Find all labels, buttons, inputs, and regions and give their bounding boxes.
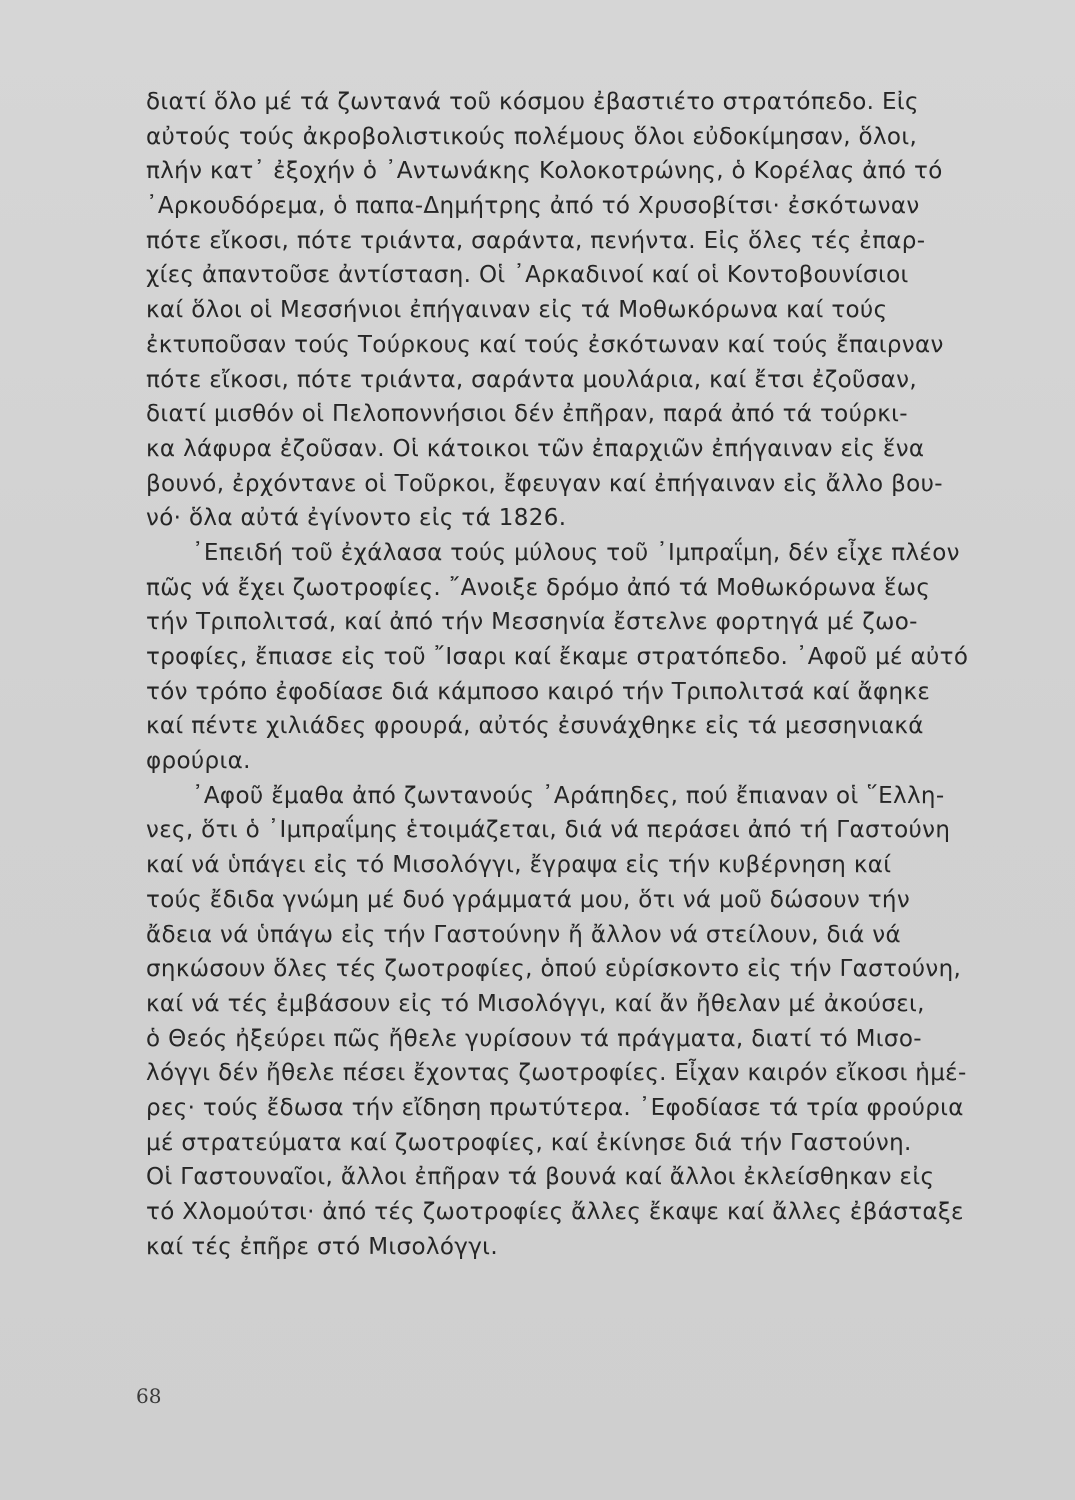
text-line: νό· ὅλα αὐτά ἐγίνοντο εἰς τά 1826. bbox=[146, 505, 567, 532]
text-line: τήν Τριπολιτσά, καί ἀπό τήν Μεσσηνία ἔστελνε φορτηγά μέ ζωο- bbox=[146, 609, 918, 636]
text-line: κα λάφυρα ἐζοῦσαν. Οἱ κάτοικοι τῶν ἐπαρχιῶν ἐπήγαιναν εἰς ἕνα bbox=[146, 435, 925, 462]
body-text bbox=[146, 85, 992, 1264]
text-line: τούς ἔδιδα γνώμη μέ δυό γράμματά μου, ὅτι νά μοῦ δώσουν τήν bbox=[146, 886, 911, 913]
text-line: πῶς νά ἔχει ζωοτροφίες. ῎Ανοιξε δρόμο ἀπό τά Μοθωκόρωνα ἕως bbox=[146, 574, 931, 601]
text-line: χίες ἀπαντοῦσε ἀντίσταση. Οἱ ᾿Αρκαδινοί καί οἱ Κοντοβουνίσιοι bbox=[146, 262, 909, 289]
text-line: φρούρια. bbox=[146, 748, 251, 775]
text-line: διατί ὅλο μέ τά ζωντανά τοῦ κόσμου ἐβαστιέτο στρατόπεδο. Εἰς bbox=[146, 89, 919, 115]
text-line: αὐτούς τούς ἀκροβολιστικούς πολέμους ὅλοι εὐδοκίμησαν, ὅλοι, bbox=[146, 123, 918, 150]
text-line: μέ στρατεύματα καί ζωοτροφίες, καί ἐκίνησε διά τήν Γαστούνη. bbox=[146, 1129, 912, 1156]
text-line: ᾿Επειδή τοῦ ἐχάλασα τούς μύλους τοῦ ᾿Ιμπραΐμη, δέν εἶχε πλέον bbox=[192, 539, 960, 566]
text-line: λόγγι δέν ἤθελε πέσει ἔχοντας ζωοτροφίες. Εἶχαν καιρόν εἴκοσι ἡμέ- bbox=[146, 1060, 967, 1087]
text-line: ὁ Θεός ἠξεύρει πῶς ἤθελε γυρίσουν τά πράγματα, διατί τό Μισο- bbox=[146, 1025, 922, 1052]
text-line: ἐκτυποῦσαν τούς Τούρκους καί τούς ἐσκότωναν καί τούς ἔπαιρναν bbox=[146, 331, 944, 358]
text-line: καί νά τές ἐμβάσουν εἰς τό Μισολόγγι, καί ἄν ἤθελαν μέ ἀκούσει, bbox=[146, 990, 925, 1017]
page-number: 68 bbox=[136, 1384, 162, 1408]
text-line: ἄδεια νά ὑπάγω εἰς τήν Γαστούνην ἤ ἄλλον νά στείλουν, διά νά bbox=[146, 921, 901, 948]
text-line: πότε εἴκοσι, πότε τριάντα, σαράντα, πενήντα. Εἰς ὅλες τές ἐπαρ- bbox=[146, 227, 926, 254]
text-line: ᾿Αφοῦ ἔμαθα ἀπό ζωντανούς ᾿Αράπηδες, πού ἔπιαναν οἱ ῞Ελλη- bbox=[192, 782, 945, 809]
text-line: διατί μισθόν οἱ Πελοποννήσιοι δέν ἐπῆραν, παρά ἀπό τά τούρκι- bbox=[146, 401, 908, 428]
text-line: Οἱ Γαστουναῖοι, ἄλλοι ἐπῆραν τά βουνά καί ἄλλοι ἐκλείσθηκαν εἰς bbox=[146, 1164, 935, 1191]
text-line: σηκώσουν ὅλες τές ζωοτροφίες, ὁπού εὑρίσκοντο εἰς τήν Γαστούνη, bbox=[146, 956, 962, 983]
text-line: τόν τρόπο ἐφοδίασε διά κάμποσο καιρό τήν Τριπολιτσά καί ἄφηκε bbox=[146, 678, 931, 705]
text-line: ᾿Αρκουδόρεμα, ὁ παπα-Δημήτρης ἀπό τό Χρυσοβίτσι· ἐσκότωναν bbox=[146, 193, 920, 220]
text-line: νες, ὅτι ὁ ᾿Ιμπραΐμης ἑτοιμάζεται, διά νά περάσει ἀπό τή Γαστούνη bbox=[146, 817, 951, 844]
text-line: ρες· τούς ἔδωσα τήν εἴδηση πρωτύτερα. ᾿Εφοδίασε τά τρία φρούρια bbox=[146, 1094, 964, 1121]
text-line: καί νά ὑπάγει εἰς τό Μισολόγγι, ἔγραψα εἰς τήν κυβέρνηση καί bbox=[146, 852, 892, 879]
text-line: τροφίες, ἔπιασε εἰς τοῦ ῎Ισαρι καί ἔκαμε στρατόπεδο. ᾿Αφοῦ μέ αὐτό bbox=[146, 644, 969, 670]
text-line: καί τές ἐπῆρε στό Μισολόγγι. bbox=[146, 1233, 498, 1260]
text-line: καί ὅλοι οἱ Μεσσήνιοι ἐπήγαιναν εἰς τά Μοθωκόρωνα καί τούς bbox=[146, 297, 888, 324]
text-line: καί πέντε χιλιάδες φρουρά, αὐτός ἐσυνάχθηκε εἰς τά μεσσηνιακά bbox=[146, 713, 924, 740]
text-line: πότε εἴκοσι, πότε τριάντα, σαράντα μουλάρια, καί ἔτσι ἐζοῦσαν, bbox=[146, 366, 918, 393]
text-line: τό Χλομούτσι· ἀπό τές ζωοτροφίες ἄλλες ἔκαψε καί ἄλλες ἐβάσταξε bbox=[146, 1199, 964, 1225]
text-line: βουνό, ἐρχόντανε οἱ Τοῦρκοι, ἔφευγαν καί ἐπήγαιναν εἰς ἄλλο βου- bbox=[146, 470, 943, 497]
text-line: πλήν κατ᾽ ἐξοχήν ὁ ᾿Αντωνάκης Κολοκοτρώνης, ὁ Κορέλας ἀπό τό bbox=[146, 158, 943, 185]
